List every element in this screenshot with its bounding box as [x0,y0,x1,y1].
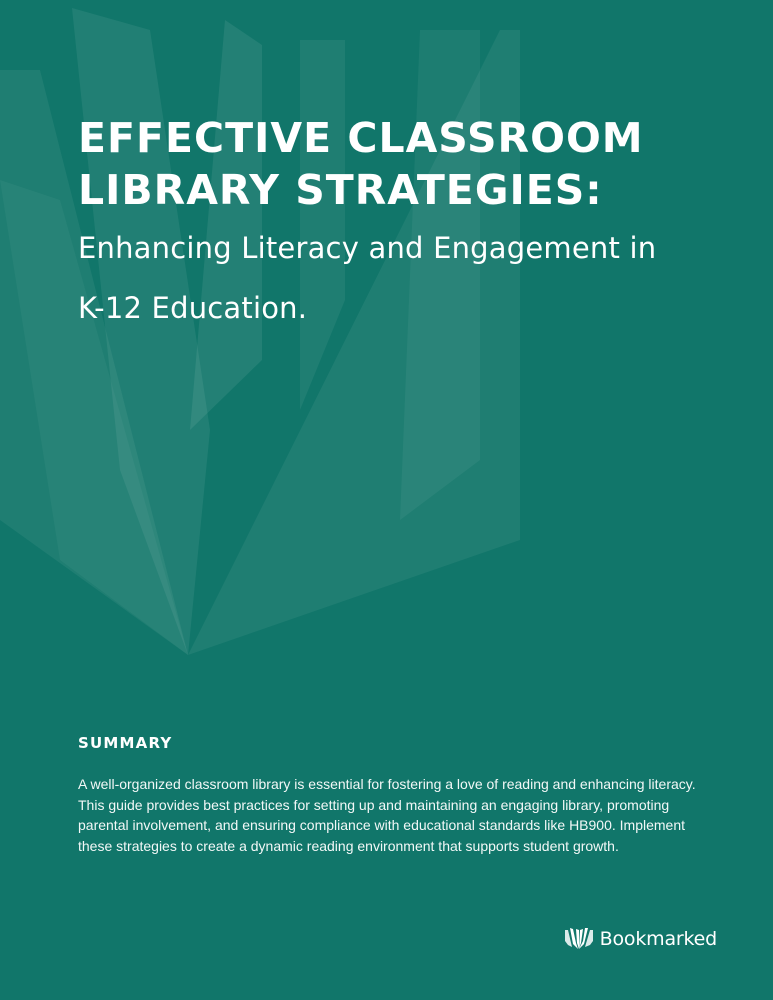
subtitle-line-1: Enhancing Literacy and Engagement in [78,231,657,265]
document-subtitle [78,218,738,338]
title-block [78,112,738,338]
summary-section [78,734,708,856]
open-book-icon [564,927,594,951]
summary-heading: SUMMARY [78,734,173,752]
brand-name: Bookmarked [599,928,717,950]
summary-text: A well-organized classroom library is essential for fostering a love of reading and enhancing literacy. This guide provides best practices for setting up and maintaining an engaging library, promoting parental involvement, and ensuring compliance with educational standards like HB900. Implement these strategies to create a dynamic reading environment that supports student growth. [78,776,696,854]
document-title [78,112,738,216]
title-line-1: EFFECTIVE CLASSROOM [78,114,644,162]
brand-logo [564,927,717,951]
subtitle-line-2: K-12 Education. [78,291,308,325]
title-line-2: LIBRARY STRATEGIES: [78,166,603,214]
